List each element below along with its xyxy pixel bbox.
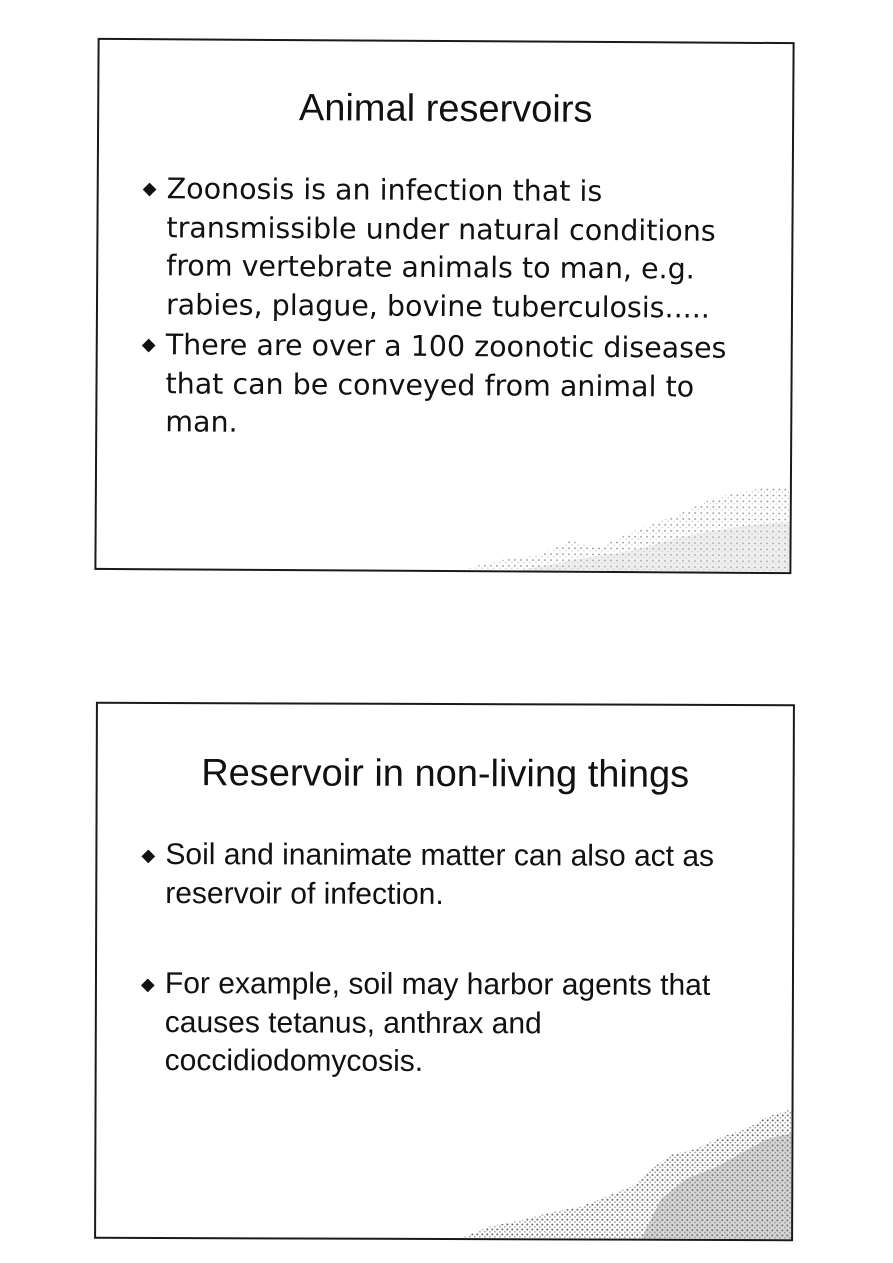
diamond-bullet-icon: ◆ — [141, 844, 156, 865]
bullet-item — [141, 836, 771, 915]
slide-title: Reservoir in non-living things — [201, 752, 690, 796]
diamond-bullet-icon: ◆ — [141, 334, 156, 356]
bullet-list — [141, 170, 763, 447]
slide-title: Animal reservoirs — [298, 87, 593, 131]
bullet-text: There are over a 100 zoonotic diseases that can be conveyed from animal to man. — [165, 328, 727, 439]
bullet-item — [141, 326, 762, 445]
bullet-item — [141, 965, 771, 1083]
corner-texture-decoration — [461, 1108, 791, 1239]
bullet-text: For example, soil may harbor agents that causes tetanus, anthrax and coccidiodomycosis. — [164, 967, 711, 1078]
slide-reservoir-non-living — [94, 702, 795, 1241]
bullet-text: Soil and inanimate matter can also act as reservoir of infection. — [165, 838, 715, 911]
bullet-list — [141, 836, 772, 1083]
slide-animal-reservoirs — [94, 38, 794, 574]
diamond-bullet-icon: ◆ — [140, 973, 155, 994]
bullet-text: Zoonosis is an infection that is transmissible under natural conditions from vertebrate animals to man, e.g. rabies, plague, bovine tuberculosis..... — [165, 172, 716, 325]
corner-texture-decoration — [459, 480, 790, 572]
bullet-item — [142, 170, 763, 328]
diamond-bullet-icon: ◆ — [142, 178, 157, 200]
